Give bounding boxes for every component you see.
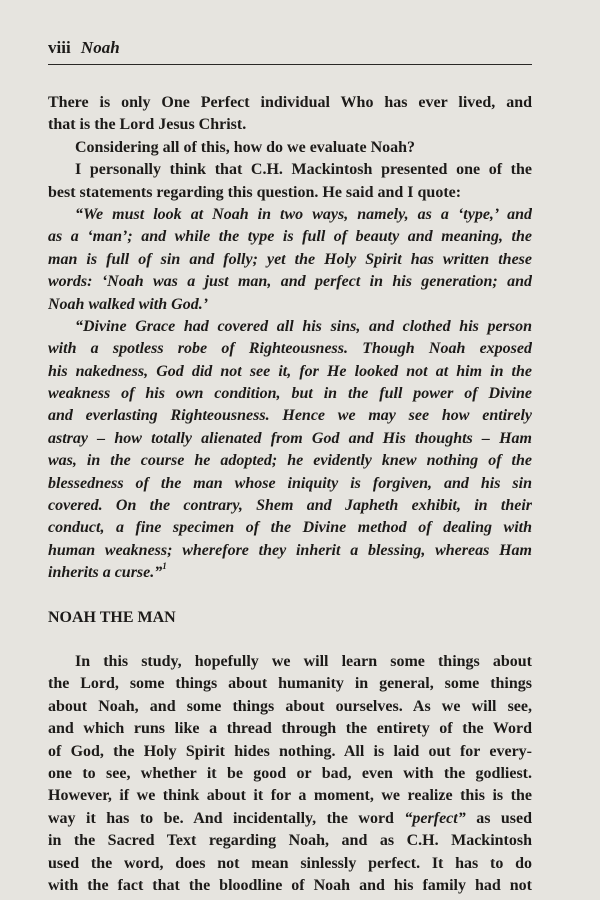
header-rule	[48, 64, 532, 65]
paragraph	[48, 137, 532, 159]
quote-line: his nakedness, God did not see it, for He looked not at him in the	[48, 362, 532, 380]
quote-line: with a spotless robe of Righteousness. Though Noah exposed	[48, 340, 532, 358]
quote-line: “Divine Grace had covered all his sins, and clothed his person	[75, 317, 532, 335]
text-line: best statements regarding this question. He said and I quote:	[48, 183, 462, 201]
block-quote	[48, 204, 532, 316]
paragraph	[48, 651, 532, 897]
text-line: used the word, does not mean sinlessly perfect. It has to do	[48, 854, 532, 872]
quote-line: weakness of his own condition, but in the full power of Divine	[48, 385, 532, 403]
quote-line-text: inherits a curse.”	[48, 564, 163, 582]
spacer	[48, 585, 532, 607]
footnote-marker: 1	[162, 562, 167, 572]
text-line	[48, 808, 532, 830]
text-segment: way it has to be. And incidentally, the word	[48, 809, 394, 827]
text-line: of God, the Holy Spirit hides nothing. All is laid out for every-	[48, 742, 532, 760]
spacer	[48, 629, 532, 651]
quote-line: “We must look at Noah in two ways, namely, as a ‘type,’ and	[75, 205, 532, 223]
quote-line: words: ‘Noah was a just man, and perfect in his generation; and	[48, 273, 532, 291]
text-line: However, if we think about it for a moment, we realize this is the	[48, 787, 532, 805]
text-line: and which runs like a thread through the entirety of the Word	[48, 720, 532, 738]
text-line: Considering all of this, how do we evaluate Noah?	[75, 138, 416, 156]
block-quote	[48, 316, 532, 585]
paragraph	[48, 92, 532, 137]
quote-line: man is full of sin and folly; yet the Holy Spirit has written these	[48, 250, 532, 268]
quote-line	[48, 562, 532, 584]
text-line: the Lord, some things about humanity in general, some things	[48, 675, 532, 693]
quote-line: astray – how totally alienated from God and His thoughts – Ham	[48, 429, 532, 447]
text-line: about Noah, and some things about ourselves. As we will see,	[48, 697, 532, 715]
text-line: in the Sacred Text regarding Noah, and as C.H. Mackintosh	[48, 832, 532, 850]
text-line: with the fact that the bloodline of Noah and his family had not	[48, 876, 532, 894]
running-header	[48, 38, 532, 58]
text-line: In this study, hopefully we will learn some things about	[75, 652, 532, 670]
text-line: I personally think that C.H. Mackintosh presented one of the	[75, 161, 532, 179]
quote-line: human weakness; wherefore they inherit a blessing, whereas Ham	[48, 541, 532, 559]
section-heading: NOAH THE MAN	[48, 608, 176, 626]
quote-line: as a ‘man’; and while the type is full of beauty and meaning, the	[48, 228, 532, 246]
text-line: that is the Lord Jesus Christ.	[48, 116, 247, 134]
running-title: Noah	[80, 38, 120, 57]
paragraph	[48, 159, 532, 204]
quote-line: Noah walked with God.’	[48, 295, 209, 313]
quote-line: was, in the course he adopted; he evidently knew nothing of the	[48, 452, 532, 470]
page-number: viii	[48, 38, 71, 57]
quote-line: conduct, a fine specimen of the Divine method of dealing with	[48, 519, 532, 537]
text-segment: as used	[476, 809, 532, 827]
page-body	[48, 92, 532, 897]
text-line: There is only One Perfect individual Who has ever lived, and	[48, 94, 532, 111]
text-line: one to see, whether it be good or bad, even with the godliest.	[48, 764, 532, 782]
quote-line: blessedness of the man whose iniquity is forgiven, and his sin	[48, 474, 532, 492]
quote-line: covered. On the contrary, Shem and Japheth exhibit, in their	[48, 497, 532, 515]
emphasized-word: “perfect”	[404, 809, 466, 827]
quote-line: and everlasting Righteousness. Hence we may see how entirely	[48, 407, 532, 425]
